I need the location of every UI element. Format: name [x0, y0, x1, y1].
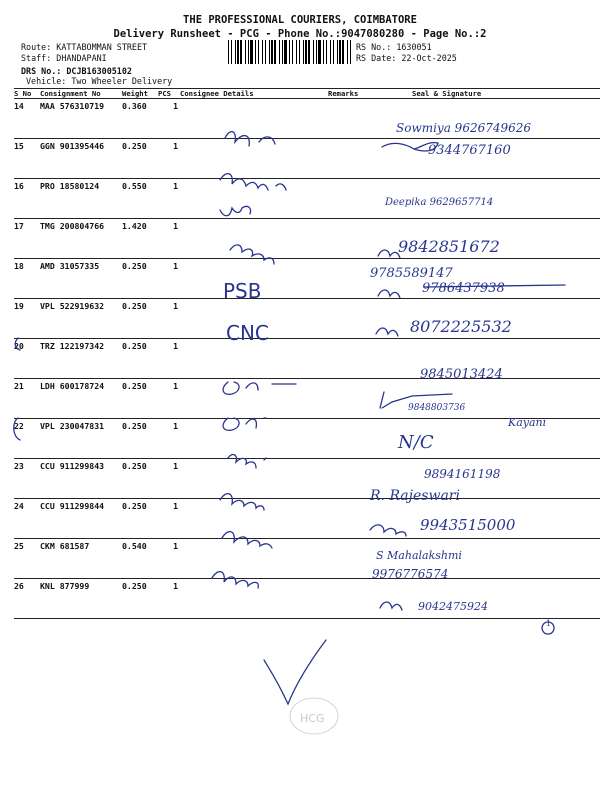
- cell-sno: 19: [14, 299, 40, 339]
- col-header-pcs: PCS: [158, 89, 180, 99]
- cell-remarks: [328, 379, 382, 419]
- col-header-remarks: Remarks: [328, 89, 382, 99]
- cell-consignment: KNL 877999: [40, 579, 122, 619]
- cell-remarks: [328, 259, 382, 299]
- barcode-bar: [228, 40, 229, 64]
- handwritten-consignee: PSB: [223, 279, 262, 303]
- handwritten-consignee: CNC: [226, 321, 269, 345]
- cell-seal: [382, 299, 600, 339]
- cell-pcs: 1: [158, 459, 180, 499]
- tick-mark: [264, 640, 326, 704]
- cell-weight: 0.250: [122, 259, 158, 299]
- cell-remarks: [328, 299, 382, 339]
- barcode-bar: [313, 40, 314, 64]
- drs-number: DRS No.: DCJB163005102: [21, 66, 132, 76]
- cell-pcs: 1: [158, 579, 180, 619]
- cell-pcs: 1: [158, 139, 180, 179]
- handwritten-phone: 8072225532: [410, 317, 512, 336]
- barcode-bar: [337, 40, 338, 64]
- handwritten-sign: S Mahalakshmi: [376, 549, 462, 562]
- barcode-bar: [339, 40, 341, 64]
- table-header-row: [14, 89, 600, 99]
- cell-pcs: 1: [158, 299, 180, 339]
- table-row: [14, 579, 600, 619]
- barcode-bar: [240, 40, 242, 64]
- cell-pcs: 1: [158, 179, 180, 219]
- cell-weight: 0.250: [122, 379, 158, 419]
- cell-seal: [382, 499, 600, 539]
- barcode-bar: [262, 40, 263, 64]
- table-row: [14, 99, 600, 139]
- col-header-consignment: Consignment No: [40, 89, 122, 99]
- cell-sno: 15: [14, 139, 40, 179]
- barcode-bar: [296, 40, 297, 64]
- col-header-weight: Weight: [122, 89, 158, 99]
- faint-stamp-outline: [290, 698, 338, 734]
- barcode-bar: [271, 40, 273, 64]
- handwritten-phone: 9894161198: [424, 467, 501, 481]
- cell-pcs: 1: [158, 539, 180, 579]
- cell-consignment: TRZ 122197342: [40, 339, 122, 379]
- cell-consignee: [180, 259, 328, 299]
- cell-pcs: 1: [158, 499, 180, 539]
- cell-sno: 20: [14, 339, 40, 379]
- cell-consignee: [180, 139, 328, 179]
- cell-sno: 25: [14, 539, 40, 579]
- cell-pcs: 1: [158, 259, 180, 299]
- barcode-bar: [326, 40, 327, 64]
- col-header-consignee: Consignee Details: [180, 89, 328, 99]
- cell-pcs: 1: [158, 99, 180, 139]
- barcode-bar: [231, 40, 232, 64]
- cell-weight: 0.250: [122, 139, 158, 179]
- cell-consignment: CCU 911299844: [40, 499, 122, 539]
- cell-weight: 1.420: [122, 219, 158, 259]
- cell-seal: [382, 139, 600, 179]
- table-row: [14, 219, 600, 259]
- cell-weight: 0.250: [122, 339, 158, 379]
- cell-remarks: [328, 99, 382, 139]
- cell-sno: 23: [14, 459, 40, 499]
- cell-consignment: AMD 31057335: [40, 259, 122, 299]
- cell-sno: 26: [14, 579, 40, 619]
- barcode-bar: [333, 40, 334, 64]
- cell-remarks: [328, 419, 382, 459]
- barcode-bar: [350, 40, 351, 64]
- barcode-bar: [282, 40, 283, 64]
- cell-seal: [382, 339, 600, 379]
- cell-consignment: TMG 200804766: [40, 219, 122, 259]
- cell-consignment: VPL 230047831: [40, 419, 122, 459]
- cell-consignee: [180, 99, 328, 139]
- cell-seal: [382, 539, 600, 579]
- cell-weight: 0.250: [122, 459, 158, 499]
- handwritten-sign: N/C: [398, 432, 434, 453]
- barcode-bar: [265, 40, 266, 64]
- handwritten-phone: 9344767160: [428, 143, 511, 158]
- cell-weight: 0.250: [122, 499, 158, 539]
- cell-consignment: LDH 600178724: [40, 379, 122, 419]
- table-row: [14, 379, 600, 419]
- cell-seal: [382, 579, 600, 619]
- cell-sno: 17: [14, 219, 40, 259]
- cell-seal: [382, 99, 600, 139]
- route-label: Route: KATTABOMMAN STREET: [21, 42, 148, 52]
- cell-weight: 0.250: [122, 579, 158, 619]
- handwritten-phone: 9842851672: [398, 237, 500, 256]
- handwritten-circled-number: 1: [546, 619, 552, 628]
- cell-weight: 0.550: [122, 179, 158, 219]
- table-row: [14, 499, 600, 539]
- cell-consignee: [180, 459, 328, 499]
- cell-consignee: [180, 579, 328, 619]
- cell-consignment: GGN 901395446: [40, 139, 122, 179]
- cell-consignee: [180, 419, 328, 459]
- handwritten-phone: 9785589147: [370, 266, 453, 281]
- barcode-bar: [342, 40, 344, 64]
- cell-remarks: [328, 219, 382, 259]
- cell-consignee: [180, 339, 328, 379]
- cell-consignee: [180, 179, 328, 219]
- barcode-bar: [235, 40, 236, 64]
- cell-consignee: [180, 379, 328, 419]
- handwritten-sign: R. Rajeswari: [370, 488, 460, 504]
- handwritten-phone: 9943515000: [420, 516, 516, 534]
- cell-pcs: 1: [158, 379, 180, 419]
- cell-seal: [382, 459, 600, 499]
- table-row: [14, 459, 600, 499]
- cell-consignee: [180, 539, 328, 579]
- barcode-bar: [250, 40, 253, 64]
- handwritten-sign: Deepika 9629657714: [385, 197, 494, 208]
- cell-remarks: [328, 179, 382, 219]
- cell-remarks: [328, 539, 382, 579]
- cell-weight: 0.250: [122, 299, 158, 339]
- company-title: THE PROFESSIONAL COURIERS, COIMBATORE: [183, 14, 417, 26]
- handwritten-sign: Kayani: [508, 416, 547, 429]
- barcode-bar: [323, 40, 324, 64]
- barcode-bar: [299, 40, 300, 64]
- cell-remarks: [328, 459, 382, 499]
- table-row: [14, 339, 600, 379]
- table-row: [14, 139, 600, 179]
- cell-consignee: [180, 299, 328, 339]
- barcode-bar: [258, 40, 259, 64]
- table-row: [14, 299, 600, 339]
- handwritten-phone: 9848803736: [408, 403, 466, 413]
- cell-consignee: [180, 219, 328, 259]
- cell-consignment: CCU 911299843: [40, 459, 122, 499]
- barcode-bar: [255, 40, 256, 64]
- cell-weight: 0.360: [122, 99, 158, 139]
- cell-sno: 16: [14, 179, 40, 219]
- cell-remarks: [328, 339, 382, 379]
- handwritten-phone: 9845013424: [420, 367, 503, 382]
- barcode-bar: [292, 40, 293, 64]
- col-header-seal: Seal & Signature: [382, 89, 600, 99]
- col-header-sno: S No: [14, 89, 40, 99]
- barcode-bar: [318, 40, 321, 64]
- barcode-bar: [237, 40, 239, 64]
- barcode-bar: [284, 40, 287, 64]
- cell-sno: 18: [14, 259, 40, 299]
- cell-sno: 22: [14, 419, 40, 459]
- runsheet-table: [14, 88, 600, 619]
- cell-pcs: 1: [158, 219, 180, 259]
- cell-weight: 0.540: [122, 539, 158, 579]
- barcode-bar: [308, 40, 310, 64]
- staff-label: Staff: DHANDAPANI: [21, 53, 107, 63]
- cell-sno: 14: [14, 99, 40, 139]
- cell-consignment: CKM 681587: [40, 539, 122, 579]
- handwritten-phone: 9976776574: [372, 567, 449, 581]
- table-row: [14, 179, 600, 219]
- cell-seal: [382, 379, 600, 419]
- barcode: [228, 40, 352, 64]
- barcode-bar: [279, 40, 280, 64]
- barcode-bar: [330, 40, 331, 64]
- cell-pcs: 1: [158, 339, 180, 379]
- faint-stamp: HCG: [300, 712, 325, 725]
- circle-mark: [542, 622, 554, 634]
- cell-sno: 21: [14, 379, 40, 419]
- cell-seal: [382, 259, 600, 299]
- rs-number: RS No.: 1630051: [356, 42, 432, 52]
- cell-pcs: 1: [158, 419, 180, 459]
- barcode-bar: [289, 40, 290, 64]
- barcode-bar: [305, 40, 307, 64]
- handwritten-phone: 9786437938: [422, 281, 505, 296]
- cell-consignee: [180, 499, 328, 539]
- table-row: [14, 419, 600, 459]
- barcode-bar: [347, 40, 348, 64]
- barcode-bar: [269, 40, 270, 64]
- barcode-bar: [303, 40, 304, 64]
- cell-seal: [382, 419, 600, 459]
- cell-remarks: [328, 579, 382, 619]
- runsheet-subtitle: Delivery Runsheet - PCG - Phone No.:9047080280 - Page No.:2: [113, 28, 487, 40]
- handwritten-phone: 9042475924: [418, 600, 488, 613]
- cell-consignment: MAA 576310719: [40, 99, 122, 139]
- cell-remarks: [328, 139, 382, 179]
- vehicle-label: Vehicle: Two Wheeler Delivery: [26, 76, 173, 86]
- barcode-bar: [245, 40, 246, 64]
- table-row: [14, 259, 600, 299]
- table-row: [14, 539, 600, 579]
- cell-consignment: VPL 522919632: [40, 299, 122, 339]
- cell-seal: [382, 219, 600, 259]
- rs-date: RS Date: 22-Oct-2025: [356, 53, 457, 63]
- handwritten-sign: Sowmiya 9626749626: [396, 121, 532, 135]
- barcode-bar: [274, 40, 276, 64]
- cell-remarks: [328, 499, 382, 539]
- cell-seal: [382, 179, 600, 219]
- barcode-bar: [316, 40, 317, 64]
- barcode-bar: [248, 40, 249, 64]
- cell-sno: 24: [14, 499, 40, 539]
- cell-consignment: PRO 18580124: [40, 179, 122, 219]
- cell-weight: 0.250: [122, 419, 158, 459]
